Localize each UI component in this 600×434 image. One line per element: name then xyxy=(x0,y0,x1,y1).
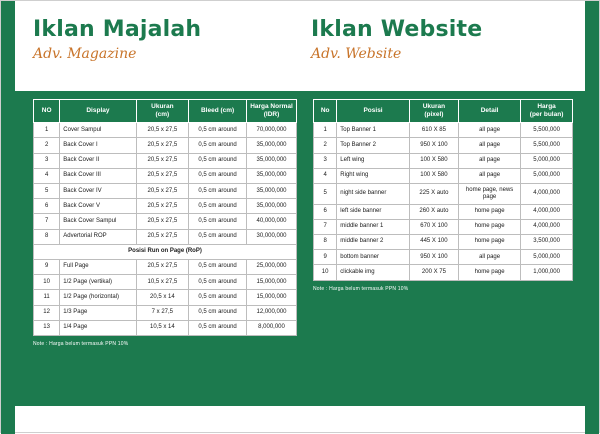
table-cell: 0,5 cm around xyxy=(189,275,247,290)
th-bleed: Bleed (cm) xyxy=(189,100,247,123)
website-heading-block xyxy=(297,17,585,62)
table-cell: Top Banner 2 xyxy=(337,138,410,153)
table-row xyxy=(34,259,297,274)
table-cell: 40,000,000 xyxy=(247,214,297,229)
headings-row xyxy=(15,1,585,62)
table-cell: 0,5 cm around xyxy=(189,199,247,214)
table-row xyxy=(34,123,297,138)
table-header-row xyxy=(34,100,297,123)
table-cell: 5,000,000 xyxy=(521,250,573,265)
table-row xyxy=(314,184,573,205)
table-cell: 6 xyxy=(314,204,337,219)
table-cell: Cover Sampul xyxy=(60,123,136,138)
table-cell: 7 xyxy=(314,219,337,234)
table-cell: 20,5 x 27,5 xyxy=(136,168,189,183)
table-cell: all page xyxy=(459,250,521,265)
table-cell: home page xyxy=(459,234,521,249)
table-header-row xyxy=(314,100,573,123)
table-cell: 100 X 580 xyxy=(409,153,458,168)
table-row xyxy=(314,204,573,219)
table-cell: 8 xyxy=(314,234,337,249)
table-cell: Right wing xyxy=(337,168,410,183)
table-row xyxy=(314,219,573,234)
table-cell: 20,5 x 14 xyxy=(136,290,189,305)
table-cell: Advertorial ROP xyxy=(60,229,136,244)
table-cell: 5 xyxy=(34,184,60,199)
table-cell: home page, news page xyxy=(459,184,521,205)
table-cell: 20,5 x 27,5 xyxy=(136,123,189,138)
table-cell: 25,000,000 xyxy=(247,259,297,274)
table-cell: 5,500,000 xyxy=(521,123,573,138)
table-row xyxy=(34,153,297,168)
table-cell: 13 xyxy=(34,320,60,335)
magazine-title: Iklan Majalah xyxy=(33,17,202,42)
table-cell: 1 xyxy=(34,123,60,138)
content-area xyxy=(15,1,585,432)
table-cell: 20,5 x 27,5 xyxy=(136,184,189,199)
table-cell: Top Banner 1 xyxy=(337,123,410,138)
table-cell: 0,5 cm around xyxy=(189,153,247,168)
left-green-bar xyxy=(1,1,15,434)
table-cell: 12 xyxy=(34,305,60,320)
table-cell: 445 X 100 xyxy=(409,234,458,249)
magazine-note: Note : Harga belum termasuk PPN 10% xyxy=(33,340,129,347)
table-cell: 20,5 x 27,5 xyxy=(136,214,189,229)
th-harga: Harga Normal (IDR) xyxy=(247,100,297,123)
table-cell: 15,000,000 xyxy=(247,290,297,305)
table-cell: 9 xyxy=(314,250,337,265)
th-no: NO xyxy=(34,100,60,123)
table-cell: 3 xyxy=(34,153,60,168)
table-cell: 4 xyxy=(314,168,337,183)
table-cell: 225 X auto xyxy=(409,184,458,205)
table-cell: 7 x 27,5 xyxy=(136,305,189,320)
table-row xyxy=(314,234,573,249)
right-green-bar xyxy=(585,1,599,434)
magazine-table-block xyxy=(15,91,305,406)
table-cell: 0,5 cm around xyxy=(189,305,247,320)
table-cell: 0,5 cm around xyxy=(189,290,247,305)
table-cell: all page xyxy=(459,153,521,168)
table-cell: 950 X 100 xyxy=(409,250,458,265)
table-cell: 12,000,000 xyxy=(247,305,297,320)
table-cell: 10,5 x 14 xyxy=(136,320,189,335)
table-row xyxy=(314,153,573,168)
table-cell: 10 xyxy=(34,275,60,290)
table-cell: 4,000,000 xyxy=(521,184,573,205)
table-cell: 0,5 cm around xyxy=(189,123,247,138)
table-row xyxy=(34,290,297,305)
table-cell: 670 X 100 xyxy=(409,219,458,234)
table-cell: 950 X 100 xyxy=(409,138,458,153)
table-cell: 1 xyxy=(314,123,337,138)
table-cell: Back Cover IV xyxy=(60,184,136,199)
th-ukuran: Ukuran (pixel) xyxy=(409,100,458,123)
table-cell: 5,500,000 xyxy=(521,138,573,153)
table-row xyxy=(34,275,297,290)
table-cell: Back Cover II xyxy=(60,153,136,168)
table-cell: 15,000,000 xyxy=(247,275,297,290)
table-cell: Left wing xyxy=(337,153,410,168)
table-cell: all page xyxy=(459,123,521,138)
table-cell: 0,5 cm around xyxy=(189,214,247,229)
table-cell: 8 xyxy=(34,229,60,244)
table-cell: all page xyxy=(459,138,521,153)
table-cell: 2 xyxy=(314,138,337,153)
table-cell: 0,5 cm around xyxy=(189,138,247,153)
table-cell: 0,5 cm around xyxy=(189,184,247,199)
table-cell: Back Cover I xyxy=(60,138,136,153)
th-harga: Harga (per bulan) xyxy=(521,100,573,123)
table-cell: 6 xyxy=(34,199,60,214)
table-cell: 200 X 75 xyxy=(409,265,458,280)
table-cell: left side banner xyxy=(337,204,410,219)
table-cell: 11 xyxy=(34,290,60,305)
table-cell: 4,000,000 xyxy=(521,204,573,219)
table-row xyxy=(34,229,297,244)
table-row xyxy=(34,138,297,153)
th-display: Display xyxy=(60,100,136,123)
table-row xyxy=(314,168,573,183)
table-cell: middle banner 1 xyxy=(337,219,410,234)
table-cell: 0,5 cm around xyxy=(189,168,247,183)
table-row xyxy=(34,320,297,335)
table-cell: clickable img xyxy=(337,265,410,280)
table-cell: 5,000,000 xyxy=(521,168,573,183)
table-cell: 20,5 x 27,5 xyxy=(136,138,189,153)
table-cell: middle banner 2 xyxy=(337,234,410,249)
table-row xyxy=(314,265,573,280)
table-cell: 5 xyxy=(314,184,337,205)
table-cell: 35,000,000 xyxy=(247,153,297,168)
table-cell: Full Page xyxy=(60,259,136,274)
table-cell: home page xyxy=(459,265,521,280)
table-cell: 35,000,000 xyxy=(247,168,297,183)
table-cell: 1/4 Page xyxy=(60,320,136,335)
table-cell: 7 xyxy=(34,214,60,229)
table-cell: 30,000,000 xyxy=(247,229,297,244)
rop-section-label: Posisi Run on Page (RoP) xyxy=(34,244,297,259)
table-cell: 100 X 580 xyxy=(409,168,458,183)
table-cell: 1/3 Page xyxy=(60,305,136,320)
table-cell: 1/2 Page (horizontal) xyxy=(60,290,136,305)
table-cell: 20,5 x 27,5 xyxy=(136,153,189,168)
table-cell: all page xyxy=(459,168,521,183)
table-cell: home page xyxy=(459,219,521,234)
table-cell: 0,5 cm around xyxy=(189,259,247,274)
website-title: Iklan Website xyxy=(311,17,483,42)
table-row xyxy=(34,184,297,199)
th-no: No xyxy=(314,100,337,123)
table-cell: 260 X auto xyxy=(409,204,458,219)
table-row xyxy=(34,199,297,214)
table-cell: 35,000,000 xyxy=(247,199,297,214)
table-row xyxy=(314,123,573,138)
th-ukuran: Ukuran (cm) xyxy=(136,100,189,123)
table-cell: 35,000,000 xyxy=(247,138,297,153)
website-note: Note : Harga belum termasuk PPN 10% xyxy=(313,285,409,292)
table-cell: 3 xyxy=(314,153,337,168)
table-cell: 0,5 cm around xyxy=(189,320,247,335)
table-cell: Back Cover III xyxy=(60,168,136,183)
table-cell: 8,000,000 xyxy=(247,320,297,335)
table-cell: night side banner xyxy=(337,184,410,205)
table-cell: 4 xyxy=(34,168,60,183)
table-cell: 35,000,000 xyxy=(247,184,297,199)
table-cell: 9 xyxy=(34,259,60,274)
table-cell: 3,500,000 xyxy=(521,234,573,249)
green-panel xyxy=(15,91,587,406)
table-cell: bottom banner xyxy=(337,250,410,265)
table-cell: 10,5 x 27,5 xyxy=(136,275,189,290)
website-subtitle: Adv. Website xyxy=(311,46,402,62)
table-cell: 0,5 cm around xyxy=(189,229,247,244)
table-cell: 2 xyxy=(34,138,60,153)
table-cell: Back Cover V xyxy=(60,199,136,214)
table-row xyxy=(34,214,297,229)
table-cell: 20,5 x 27,5 xyxy=(136,199,189,214)
th-posisi: Posisi xyxy=(337,100,410,123)
table-row xyxy=(314,138,573,153)
table-cell: 10 xyxy=(314,265,337,280)
table-cell: 1,000,000 xyxy=(521,265,573,280)
table-cell: Back Cover Sampul xyxy=(60,214,136,229)
table-cell: 1/2 Page (vertikal) xyxy=(60,275,136,290)
magazine-rate-table xyxy=(33,99,297,336)
table-cell: 610 X 85 xyxy=(409,123,458,138)
table-cell: 20,5 x 27,5 xyxy=(136,229,189,244)
th-detail: Detail xyxy=(459,100,521,123)
table-cell: 5,000,000 xyxy=(521,153,573,168)
table-row xyxy=(34,168,297,183)
table-row xyxy=(314,250,573,265)
magazine-subtitle: Adv. Magazine xyxy=(33,46,137,62)
table-cell: 70,000,000 xyxy=(247,123,297,138)
website-rate-table xyxy=(313,99,573,281)
section-label-row xyxy=(34,244,297,259)
table-row xyxy=(34,305,297,320)
website-table-block xyxy=(305,91,587,406)
magazine-heading-block xyxy=(15,17,297,62)
table-cell: 20,5 x 27,5 xyxy=(136,259,189,274)
table-cell: 4,000,000 xyxy=(521,219,573,234)
table-cell: home page xyxy=(459,204,521,219)
